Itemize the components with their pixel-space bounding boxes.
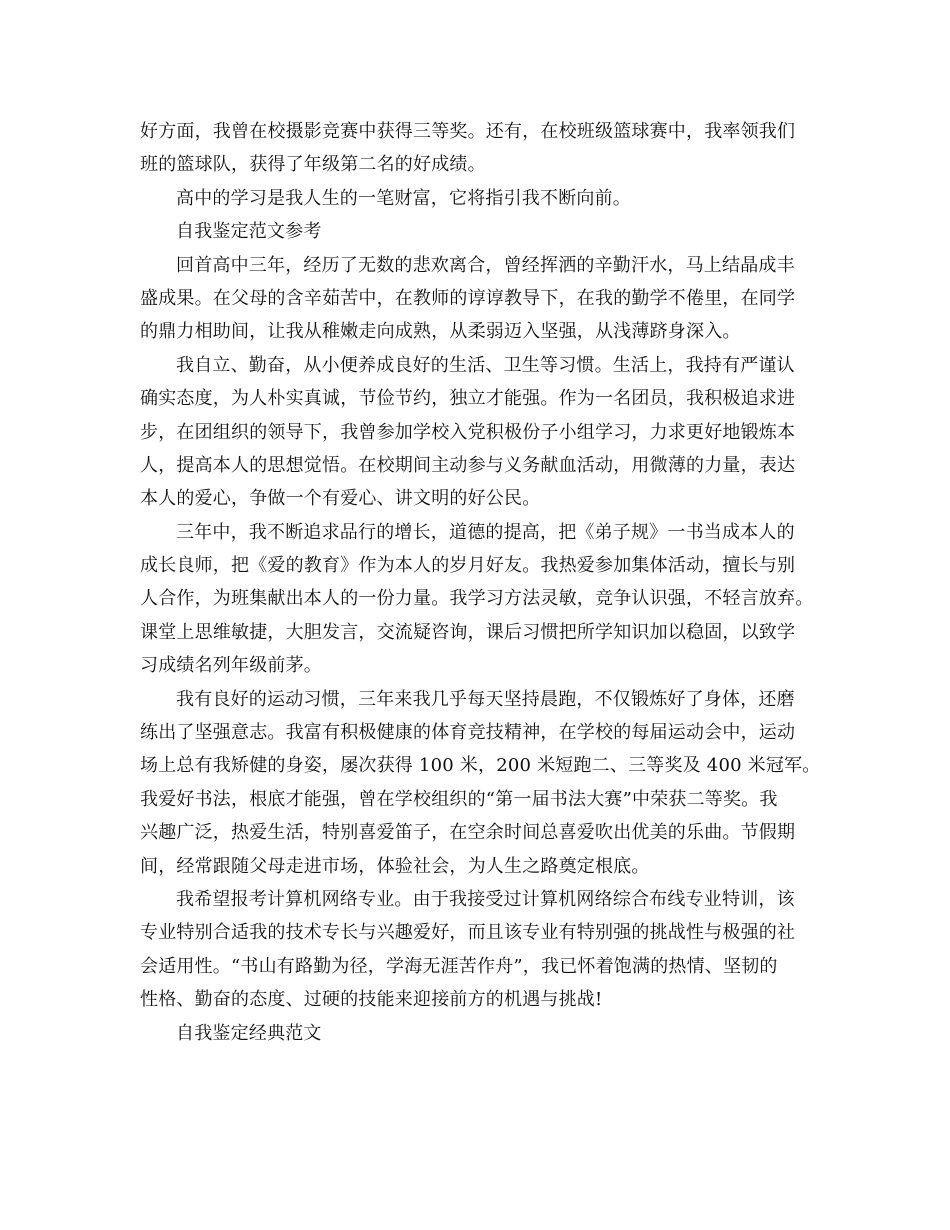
- text-line: 性格、勤奋的态度、过硬的技能来迎接前方的机遇与挑战!: [140, 989, 603, 1011]
- text-line: 习成绩名列年级前茅。: [140, 655, 322, 677]
- text-line: 高中的学习是我人生的一笔财富，它将指引我不断向前。: [176, 187, 631, 209]
- document-body: [140, 115, 820, 1050]
- text-line: 场上总有我矫健的身姿，屡次获得 100 米，200 米短跑二、三等奖及 400 米冠军。: [140, 755, 821, 777]
- text-line: 班的篮球队，获得了年级第二名的好成绩。: [140, 154, 486, 176]
- text-line: 本人的爱心，争做一个有爱心、讲文明的好公民。: [140, 488, 541, 510]
- text-line: 盛成果。在父母的含辛茹苦中，在教师的谆谆教导下，在我的勤学不倦里，在同学: [140, 287, 796, 309]
- text-line: 我有良好的运动习惯，三年来我几乎每天坚持晨跑，不仅锻炼好了身体，还磨: [176, 688, 795, 710]
- text-line: 自我鉴定范文参考: [176, 221, 322, 243]
- text-line: 步，在团组织的领导下，我曾参加学校入党积极份子小组学习，力求更好地锻炼本: [140, 421, 796, 443]
- text-line: 我爱好书法，根底才能强，曾在学校组织的“第一届书法大赛”中荣获二等奖。我: [140, 788, 778, 810]
- text-line: 好方面，我曾在校摄影竞赛中获得三等奖。还有，在校班级篮球赛中，我率领我们: [140, 121, 796, 142]
- document-page: [140, 115, 820, 1050]
- text-line: 人，提高本人的思想觉悟。在校期间主动参与义务献血活动，用微薄的力量，表达: [140, 454, 796, 476]
- text-line: 自我鉴定经典范文: [176, 1022, 322, 1044]
- text-line: 兴趣广泛，热爱生活，特别喜爱笛子，在空余时间总喜爱吹出优美的乐曲。节假期: [140, 822, 796, 844]
- text-line: 确实态度，为人朴实真诚，节俭节约，独立才能强。作为一名团员，我积极追求进: [140, 388, 796, 410]
- text-line: 成长良师，把《爱的教育》作为本人的岁月好友。我热爱参加集体活动，擅长与别: [140, 555, 796, 577]
- text-line: 的鼎力相助间，让我从稚嫩走向成熟，从柔弱迈入坚强，从浅薄跻身深入。: [140, 321, 741, 343]
- text-line: 人合作，为班集献出本人的一份力量。我学习方法灵敏，竞争认识强，不轻言放弃。: [140, 588, 814, 610]
- text-line: 回首高中三年，经历了无数的悲欢离合，曾经挥洒的辛勤汗水，马上结晶成丰: [176, 254, 795, 276]
- text-line: 专业特别合适我的技术专长与兴趣爱好，而且该专业有特别强的挑战性与极强的社: [140, 922, 796, 944]
- text-line: 我自立、勤奋，从小便养成良好的生活、卫生等习惯。生活上，我持有严谨认: [176, 354, 795, 376]
- text-line: 练出了坚强意志。我富有积极健康的体育竞技精神，在学校的每届运动会中，运动: [140, 722, 796, 744]
- text-line: 我希望报考计算机网络专业。由于我接受过计算机网络综合布线专业特训，该: [176, 888, 795, 910]
- text-line: 会适用性。“书山有路勤为径，学海无涯苦作舟”，我已怀着饱满的热情、坚韧的: [140, 955, 778, 977]
- text-line: 三年中，我不断追求品行的增长，道德的提高，把《弟子规》一书当成本人的: [176, 521, 795, 543]
- text-line: 间，经常跟随父母走进市场，体验社会，为人生之路奠定根底。: [140, 855, 650, 877]
- text-line: 课堂上思维敏捷，大胆发言，交流疑咨询，课后习惯把所学知识加以稳固，以致学: [140, 621, 796, 643]
